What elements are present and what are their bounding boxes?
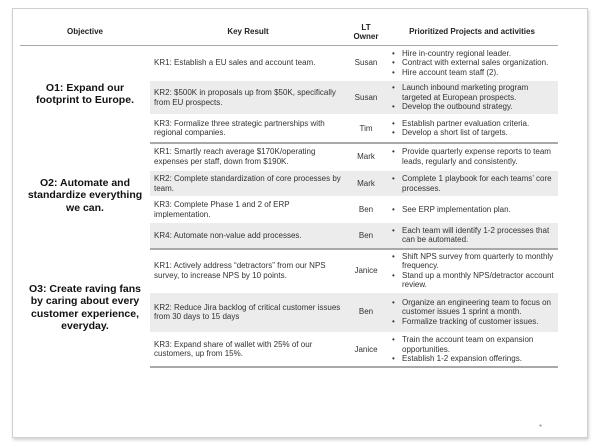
owner-cell: Ben (346, 197, 386, 223)
owner-cell: Mark (346, 171, 386, 197)
key-result-cell: KR1: Establish a EU sales and account team. (150, 46, 346, 81)
table-row (20, 143, 558, 171)
projects-list (390, 226, 554, 245)
projects-cell (386, 115, 558, 143)
table-row (20, 46, 558, 81)
project-item: • Launch inbound marketing program targeted at European prospects. (390, 83, 554, 102)
projects-list (390, 119, 554, 138)
okr-body (20, 46, 558, 368)
owner-cell: Susan (346, 81, 386, 115)
project-item: • Hire in-country regional leader. (390, 49, 554, 59)
okr-table (20, 18, 558, 368)
project-item: • Develop the outbound strategy. (390, 102, 554, 112)
projects-cell (386, 143, 558, 171)
objective-cell: O3: Create raving fans by caring about every customer experience, everyday. (28, 282, 142, 333)
table-row (20, 249, 558, 293)
key-result-cell: KR2: Complete standardization of core processes by team. (150, 171, 346, 197)
key-result-cell: KR4: Automate non-value add processes. (150, 223, 346, 249)
project-item: • Establish 1-2 expansion offerings. (390, 354, 554, 364)
project-item: • Establish partner evaluation criteria. (390, 119, 554, 129)
header-row (20, 18, 558, 46)
footer-mark: ● (539, 423, 543, 429)
key-result-cell: KR3: Expand share of wallet with 25% of our customers, up from 15%. (150, 332, 346, 367)
projects-list (390, 335, 554, 364)
key-result-cell: KR1: Actively address “detractors” from our NPS survey, to increase NPS by 10 points. (150, 249, 346, 293)
key-result-cell: KR3: Complete Phase 1 and 2 of ERP implementation. (150, 197, 346, 223)
project-item: • Train the account team on expansion opportunities. (390, 335, 554, 354)
project-item: • Stand up a monthly NPS/detractor account review. (390, 271, 554, 290)
objective-header: Objective (20, 18, 150, 46)
objective-cell: O1: Expand our footprint to Europe. (36, 81, 134, 107)
owner-cell: Ben (346, 223, 386, 249)
projects-list (390, 174, 554, 193)
owner-cell: Ben (346, 292, 386, 332)
project-item: • Each team will identify 1-2 processes that can be automated. (390, 226, 554, 245)
owner-cell: Janice (346, 332, 386, 367)
project-item: • See ERP implementation plan. (390, 205, 554, 215)
projects-cell (386, 332, 558, 367)
owner-cell: Susan (346, 46, 386, 81)
projects-list (390, 205, 554, 215)
project-item: • Provide quarterly expense reports to team leads, regularly and consistently. (390, 147, 554, 166)
key-result-cell: KR2: Reduce Jira backlog of critical customer issues from 30 days to 15 days (150, 292, 346, 332)
owner-cell: Mark (346, 143, 386, 171)
key-result-cell: KR2: $500K in proposals up from $50K, specifically from EU prospects. (150, 81, 346, 115)
key-result-header: Key Result (150, 18, 346, 46)
key-result-cell: KR1: Smartly reach average $170K/operating expenses per staff, down from $190K. (150, 143, 346, 171)
project-item: • Shift NPS survey from quarterly to monthly frequency. (390, 252, 554, 271)
project-item: • Hire account team staff (2). (390, 68, 554, 78)
projects-list (390, 49, 554, 78)
projects-list (390, 147, 554, 166)
projects-cell (386, 81, 558, 115)
owner-cell: Tim (346, 115, 386, 143)
projects-cell (386, 292, 558, 332)
key-result-cell: KR3: Formalize three strategic partnerships with regional companies. (150, 115, 346, 143)
owner-cell: Janice (346, 249, 386, 293)
projects-cell (386, 249, 558, 293)
project-item: • Formalize tracking of customer issues. (390, 317, 554, 327)
objective-cell: O2: Automate and standardize everything we can. (27, 176, 143, 214)
projects-list (390, 298, 554, 327)
projects-cell (386, 197, 558, 223)
project-item: • Develop a short list of targets. (390, 128, 554, 138)
owner-header: LT Owner (346, 18, 386, 46)
project-item: • Organize an engineering team to focus on customer issues 1 sprint a month. (390, 298, 554, 317)
projects-cell (386, 223, 558, 249)
projects-list (390, 252, 554, 290)
projects-cell (386, 171, 558, 197)
projects-list (390, 83, 554, 112)
project-item: • Contract with external sales organization. (390, 58, 554, 68)
project-item: • Complete 1 playbook for each teams’ core processes. (390, 174, 554, 193)
projects-header: Prioritized Projects and activities (386, 18, 558, 46)
projects-cell (386, 46, 558, 81)
